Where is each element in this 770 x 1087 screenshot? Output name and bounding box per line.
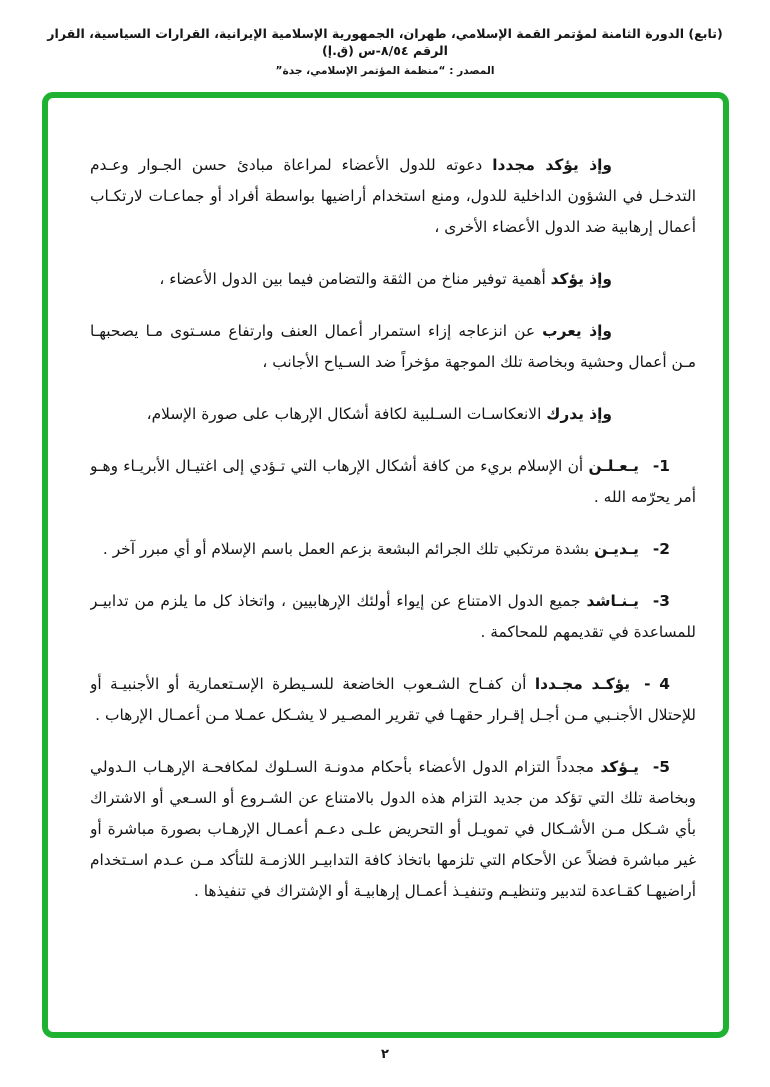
item-text: أن كفـاح الشـعوب الخاضعة للسـيطرة الإسـتعمارية أو الأجنبيـة أو للإحتلال الأجنـبي مـن أجـل إقـرار حقهـا في تقرير المصـير لا يشـكل عمـلا مـن أعمـال الإرهاب .: [90, 675, 696, 724]
paragraph-lead: وإذ يؤكد مجددا: [492, 156, 612, 174]
item-number: 3-: [652, 592, 670, 610]
paragraph-text: دعوته للدول الأعضاء لمراعاة مبادئ حسن الجـوار وعـدم التدخـل في الشؤون الداخلية للدول، ومنع استخدام أراضيها بواسطة أفراد أو جماعـات لارتكـاب أعمال إرهابية ضد الدول الأعضاء الأخرى ،: [90, 156, 696, 236]
preamble-paragraph: [90, 316, 696, 378]
list-item: [90, 534, 696, 565]
paragraph-lead: وإذ يعرب: [542, 322, 612, 340]
paragraph-text: أهمية توفير مناخ من الثقة والتضامن فيما بين الدول الأعضاء ،: [159, 270, 546, 288]
page-number: ٢: [381, 1047, 389, 1062]
paragraph-text: الانعكاسـات السـلبية لكافة أشكال الإرهاب على صورة الإسلام،: [146, 405, 542, 423]
item-text: أن الإسلام بريء من كافة أشكال الإرهاب التي تـؤدي إلى اغتيـال الأبريـاء وهـو أمر يحرّمه الله .: [90, 457, 696, 506]
item-number: 4 -: [644, 675, 670, 693]
list-item: [90, 752, 696, 907]
item-lead: يـؤكد: [600, 758, 639, 776]
paragraph-lead: وإذ يدرك: [546, 405, 612, 423]
item-text: جميع الدول الامتناع عن إيواء أولئك الإرهابيين ، واتخاذ كل ما يلزم من تدابيـر للمساعدة في تقديمهم للمحاكمة .: [90, 592, 696, 641]
item-text: مجدداً التزام الدول الأعضاء بأحكام مدونـة السـلوك لمكافحـة الإرهـاب الـدولي وبخاصة تلك التي تؤكد من جديد التزام هذه الدول بالامتناع عن الشـروع أو السـعي أو الاشتراك بأي شـكل مـن الأشـكال في تمويـل أو التحريض علـى دعـم أعمـال الإرهـاب بصورة مباشرة أو غير مباشرة فضلاً عن الأحكام التي تلزمها باتخاذ كافة التدابيـر اللازمـة للتأكد مـن عـدم اسـتخدام أراضيهـا كقـاعدة لتدبير وتنظيـم وتنفيـذ أعمـال إرهابيـة أو الإشتراك في تنفيذها .: [90, 758, 696, 900]
header-citation-line: (تابع) الدورة الثامنة لمؤتمر القمة الإسلامي، طهران، الجمهورية الإسلامية الإيرانية، القرارات السياسية، القرار الرقم ٨/٥٤-س (ق.إ): [47, 26, 723, 58]
list-item: [90, 586, 696, 648]
list-item: [90, 669, 696, 731]
preamble-paragraph: [90, 399, 696, 430]
paragraph-lead: وإذ يؤكد: [550, 270, 612, 288]
item-number: 5-: [652, 758, 670, 776]
item-number: 2-: [652, 540, 670, 558]
item-text: بشدة مرتكبي تلك الجرائم البشعة بزعم العمل باسم الإسلام أو أي مبرر آخر .: [102, 540, 590, 558]
item-lead: يـنـاشد: [586, 592, 639, 610]
green-annotation-frame: [42, 92, 729, 1038]
preamble-paragraph: [90, 150, 696, 243]
item-lead: يـعـلـن: [588, 457, 639, 475]
header-source-line: المصدر : “منظمة المؤتمر الإسلامي، جدة”: [275, 65, 495, 77]
item-number: 1-: [652, 457, 670, 475]
document-body: [90, 150, 696, 1032]
item-lead: يـديـن: [594, 540, 639, 558]
item-lead: يؤكـد مجـددا: [534, 675, 631, 693]
paragraph-text: عن انزعاجه إزاء استمرار أعمال العنف وارتفاع مسـتوى مـا يصحبهـا مـن أعمال وحشية وبخاصة تلك الموجهة مؤخراً ضد السـياح الأجانب ،: [90, 322, 696, 371]
list-item: [90, 451, 696, 513]
preamble-paragraph: [90, 264, 696, 295]
document-header: [0, 25, 770, 77]
